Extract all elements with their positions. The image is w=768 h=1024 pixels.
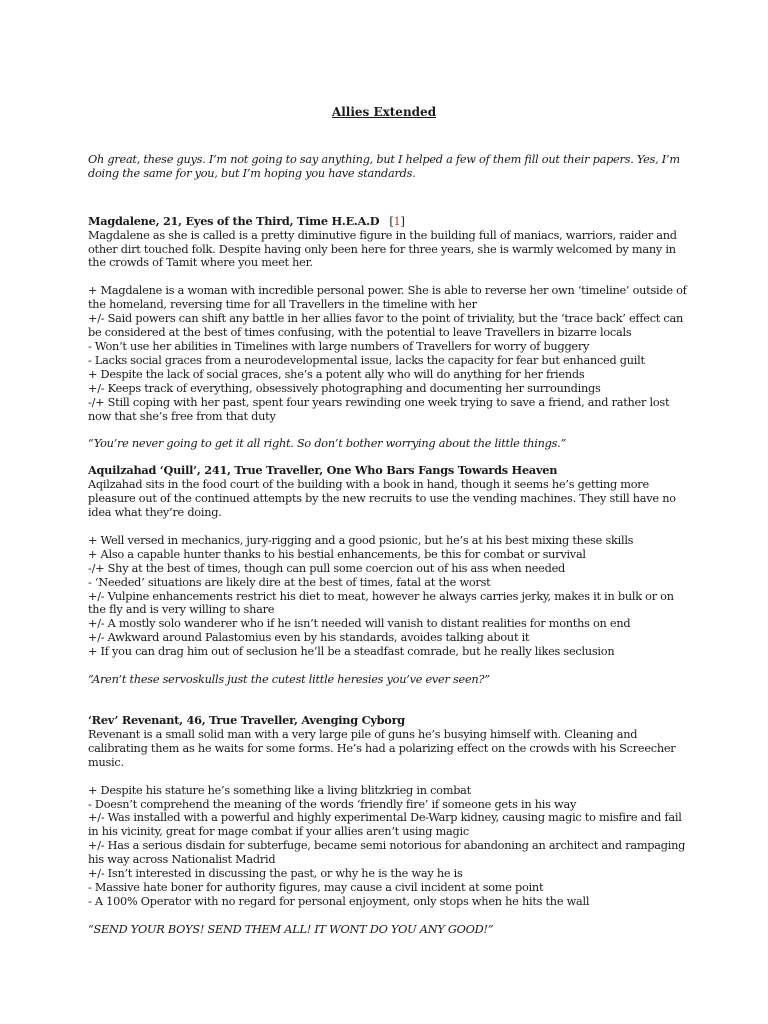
- intro-paragraph: Oh great, these guys. I’m not going to say anything, but I helped a few of them fill out their papers. Yes, I’m doing the same for you, but I’m hoping you have standards.: [88, 152, 680, 180]
- spacer: [88, 700, 688, 714]
- ally-entry-quill: [88, 464, 688, 714]
- trait-list: [88, 284, 688, 423]
- ally-quote: “Aren’t these servoskulls just the cutest little heresies you’ve ever seen?”: [88, 673, 490, 687]
- ally-heading: ‘Rev’ Revenant, 46, True Traveller, Avenging Cyborg: [88, 713, 405, 727]
- ally-description: Aqilzahad sits in the food court of the building with a book in hand, though it seems he’s getting more pleasure out of the continued attempts by the new recruits to use the vending machines. They still have no idea what they’re doing.: [88, 478, 676, 520]
- page-title: Allies Extended: [331, 105, 437, 119]
- ally-quote: “SEND YOUR BOYS! SEND THEM ALL! IT WONT DO YOU ANY GOOD!”: [88, 922, 494, 936]
- ally-heading-text: Magdalene, 21, Eyes of the Third, Time H.E.A.D: [88, 213, 380, 228]
- trait-item: -/+ Shy at the best of times, though can pull some coercion out of his ass when needed: [88, 561, 565, 575]
- trait-item: +/- Was installed with a powerful and highly experimental De-Warp kidney, causing magic to misfire and fail in his vicinity, great for mage combat if your allies aren’t using magic: [88, 811, 682, 839]
- ally-description: Revenant is a small solid man with a very large pile of guns he’s busying himself with. Cleaning and calibrating them as he waits for some forms. He’s had a polarizing effect on the crowds with his Screecher music.: [88, 727, 676, 769]
- trait-item: - Doesn’t comprehend the meaning of the words ‘friendly fire’ if someone gets in his way: [88, 797, 577, 811]
- ally-description: Magdalene as she is called is a pretty diminutive figure in the building full of maniacs, warriors, raider and other dirt touched folk. Despite having only been here for three years, she is warmly welcomed by many in the crowds of Tamit where you meet her.: [88, 228, 677, 270]
- trait-item: + Well versed in mechanics, jury-rigging and a good psionic, but he’s at his best mixing these skills: [88, 533, 634, 547]
- ally-entry-magdalene: [88, 215, 688, 452]
- trait-item: - Won’t use her abilities in Timelines with large numbers of Travellers for worry of buggery: [88, 339, 590, 353]
- trait-item: +/- Said powers can shift any battle in her allies favor to the point of triviality, but the ‘trace back’ effect can be considered at the best of times confusing, with the potential to leave Travellers in bizarre locals: [88, 312, 683, 340]
- trait-item: - Massive hate boner for authority figures, may cause a civil incident at some point: [88, 880, 544, 894]
- trait-item: +/- Isn’t interested in discussing the past, or why he is the way he is: [88, 867, 463, 881]
- trait-item: + Despite the lack of social graces, she’s a potent ally who will do anything for her friends: [88, 367, 585, 381]
- trait-item: +/- Has a serious disdain for subterfuge, became semi notorious for abandoning an architect and rampaging his way across Nationalist Madrid: [88, 839, 686, 867]
- ally-entry-revenant: [88, 714, 688, 937]
- trait-list: [88, 534, 688, 659]
- footnote-number[interactable]: 1: [393, 214, 401, 228]
- trait-item: + Magdalene is a woman with incredible personal power. She is able to reverse her own ‘timeline’ outside of the homeland, reversing time for all Travellers in the timeline with her: [88, 284, 687, 312]
- trait-item: - Lacks social graces from a neurodevelopmental issue, lacks the capacity for fear but enhanced guilt: [88, 353, 645, 367]
- ally-heading: Aquilzahad ‘Quill’, 241, True Traveller, One Who Bars Fangs Towards Heaven: [88, 463, 558, 478]
- trait-item: - ‘Needed’ situations are likely dire at the best of times, fatal at the worst: [88, 575, 491, 589]
- trait-item: +/- Awkward around Palastomius even by his standards, avoides talking about it: [88, 631, 530, 645]
- trait-item: -/+ Still coping with her past, spent four years rewinding one week trying to save a friend, and rather lost now that she’s free from that duty: [88, 395, 670, 423]
- trait-item: + Despite his stature he’s something like a living blitzkrieg in combat: [88, 783, 471, 797]
- trait-item: + Also a capable hunter thanks to his bestial enhancements, be this for combat or survival: [88, 547, 586, 561]
- trait-item: - A 100% Operator with no regard for personal enjoyment, only stops when he hits the wall: [88, 894, 590, 908]
- trait-list: [88, 784, 688, 909]
- ally-heading: [88, 215, 688, 229]
- footnote-reference[interactable]: [1]: [389, 214, 405, 228]
- trait-item: +/- Vulpine enhancements restrict his diet to meat, however he always carries jerky, makes it in bulk or on the fly and is very willing to share: [88, 589, 674, 617]
- trait-item: + If you can drag him out of seclusion he’ll be a steadfast comrade, but he really likes seclusion: [88, 645, 615, 659]
- document-body: [88, 106, 688, 937]
- ally-quote: “You’re never going to get it all right. So don’t bother worrying about the little things.”: [88, 437, 567, 451]
- trait-item: +/- A mostly solo wanderer who if he isn’t needed will vanish to distant realities for months on end: [88, 617, 631, 631]
- trait-item: +/- Keeps track of everything, obsessively photographing and documenting her surroundings: [88, 381, 601, 395]
